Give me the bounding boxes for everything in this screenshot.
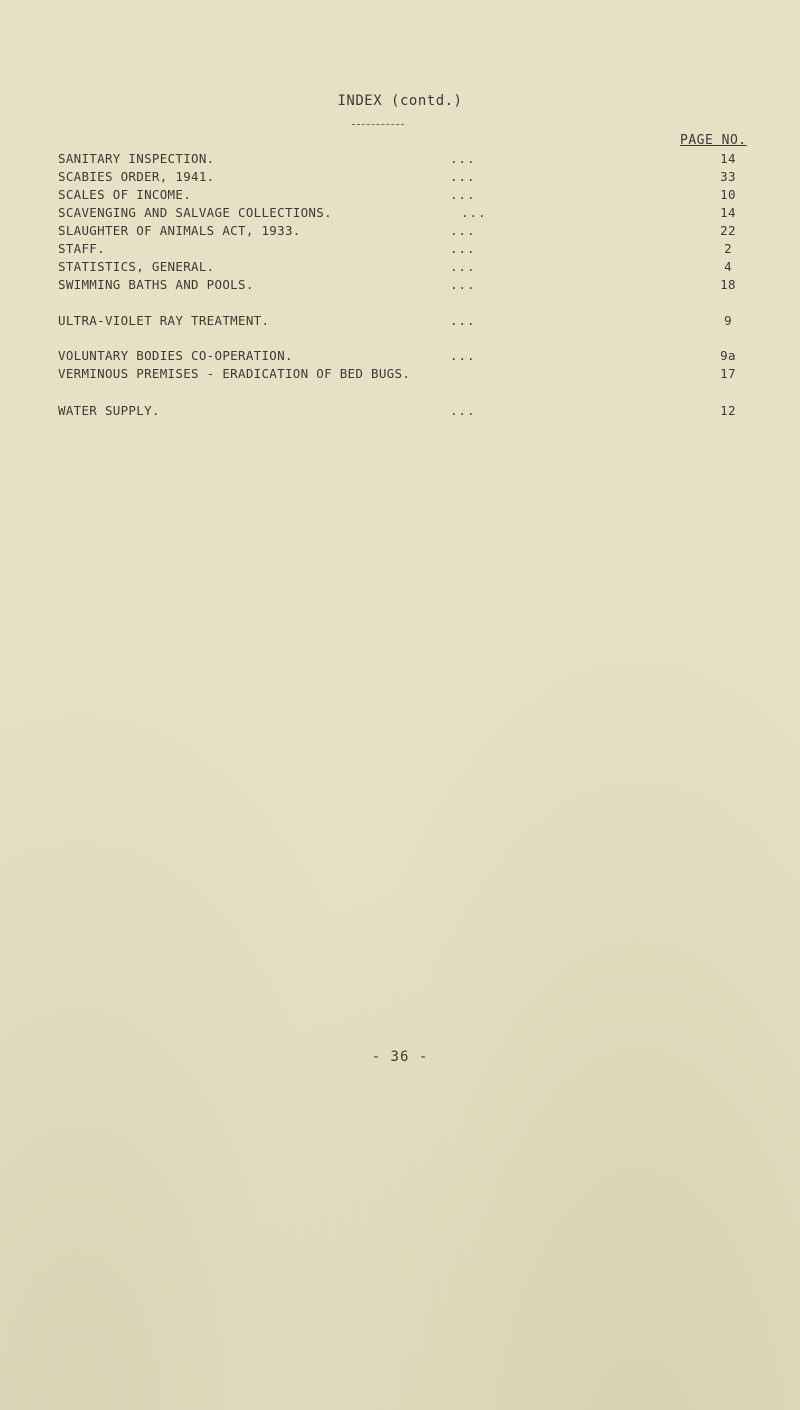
entry-page-number: 17 (720, 366, 736, 381)
entry-leader-dots: ... (450, 313, 476, 328)
entry-label: SCAVENGING AND SALVAGE COLLECTIONS. (58, 205, 332, 220)
entry-leader-dots: ... (450, 151, 476, 166)
entry-label: WATER SUPPLY. (58, 403, 160, 418)
entry-leader-dots: ... (450, 223, 476, 238)
entry-page-number: 22 (720, 223, 736, 238)
entry-page-number: 4 (724, 259, 732, 274)
index-entry (58, 259, 748, 277)
index-entry (58, 366, 748, 384)
entry-label: SCABIES ORDER, 1941. (58, 169, 215, 184)
entry-label: SWIMMING BATHS AND POOLS. (58, 277, 254, 292)
entry-label: ULTRA-VIOLET RAY TREATMENT. (58, 313, 270, 328)
page-title: INDEX (contd.) (337, 93, 463, 109)
entry-page-number: 14 (720, 151, 736, 166)
index-entry (58, 223, 748, 241)
entry-leader-dots: ... (450, 259, 476, 274)
index-entry (58, 151, 748, 169)
entry-label: VOLUNTARY BODIES CO-OPERATION. (58, 348, 293, 363)
entry-page-number: 9 (724, 313, 732, 328)
entry-leader-dots: ... (450, 348, 476, 363)
entry-page-number: 10 (720, 187, 736, 202)
page-number-footer: - 36 - (371, 1049, 429, 1065)
page-number-column-header: PAGE NO. (680, 133, 747, 148)
title-underline (352, 124, 404, 125)
entry-page-number: 2 (724, 241, 732, 256)
index-entry (58, 169, 748, 187)
index-entry (58, 187, 748, 205)
entry-page-number: 12 (720, 403, 736, 418)
entry-page-number: 33 (720, 169, 736, 184)
entry-page-number: 14 (720, 205, 736, 220)
entry-label: SCALES OF INCOME. (58, 187, 192, 202)
entry-leader-dots: ... (450, 241, 476, 256)
entry-label: SLAUGHTER OF ANIMALS ACT, 1933. (58, 223, 301, 238)
index-entry (58, 205, 748, 223)
entry-label: STATISTICS, GENERAL. (58, 259, 215, 274)
index-entry (58, 348, 748, 366)
index-entry (58, 241, 748, 259)
entry-page-number: 18 (720, 277, 736, 292)
entry-page-number: 9a (720, 348, 736, 363)
index-entry (58, 313, 748, 331)
entry-leader-dots: ... (450, 169, 476, 184)
entry-leader-dots: ... (450, 403, 476, 418)
index-entry (58, 403, 748, 421)
entry-leader-dots: ... (450, 187, 476, 202)
entry-label: VERMINOUS PREMISES - ERADICATION OF BED BUGS. (58, 366, 411, 381)
index-entry (58, 277, 748, 295)
entry-leader-dots: ... (450, 277, 476, 292)
entry-leader-dots: ... (461, 205, 487, 220)
entry-label: SANITARY INSPECTION. (58, 151, 215, 166)
entry-label: STAFF. (58, 241, 105, 256)
